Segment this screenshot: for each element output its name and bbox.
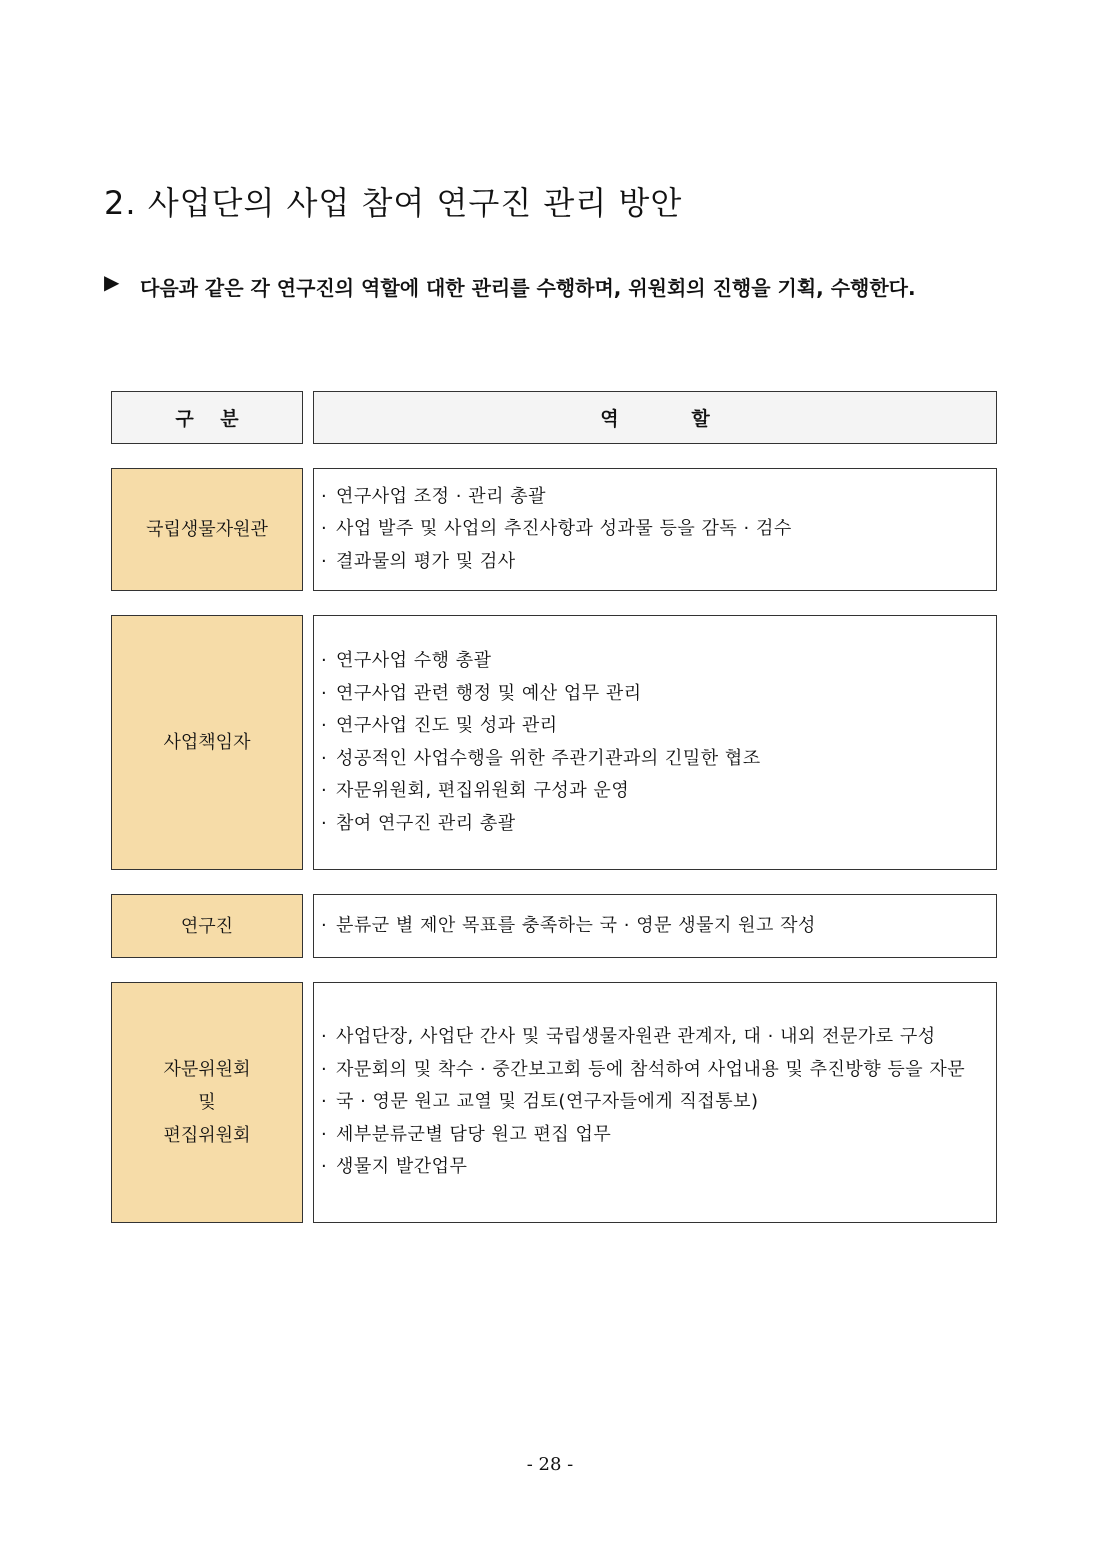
role-cell-project-manager [313, 615, 997, 870]
role-item: · 결과물의 평가 및 검사 [320, 546, 994, 579]
role-cell-researchers [313, 894, 997, 958]
role-list [320, 481, 994, 579]
intro-block [104, 268, 998, 308]
role-item: · 세부분류군별 담당 원고 편집 업무 [320, 1119, 994, 1152]
role-item: · 참여 연구진 관리 총괄 [320, 808, 994, 841]
category-line: 및 [198, 1092, 216, 1113]
role-item: · 성공적인 사업수행을 위한 주관기관과의 긴밀한 협조 [320, 743, 994, 776]
intro-paragraph: 다음과 같은 각 연구진의 역할에 대한 관리를 수행하며, 위원회의 진행을 기획, 수행한다. [140, 276, 916, 300]
role-list [320, 910, 994, 943]
role-item: · 국 · 영문 원고 교열 및 검토(연구자들에게 직접통보) [320, 1086, 994, 1119]
page-title: 2. 사업단의 사업 참여 연구진 관리 방안 [104, 184, 683, 222]
role-item: · 생물지 발간업무 [320, 1151, 994, 1184]
role-item: · 사업단장, 사업단 간사 및 국립생물자원관 관계자, 대 · 내외 전문가로 구성 [320, 1021, 994, 1054]
role-item: · 연구사업 진도 및 성과 관리 [320, 710, 994, 743]
triangle-bullet-icon: ▶ [104, 270, 120, 294]
role-item: · 자문위원회, 편집위원회 구성과 운영 [320, 775, 994, 808]
role-item: · 연구사업 관련 행정 및 예산 업무 관리 [320, 678, 994, 711]
category-line: 편집위원회 [163, 1125, 251, 1146]
category-cell-researchers: 연구진 [111, 894, 303, 958]
role-item: · 분류군 별 제안 목표를 충족하는 국 · 영문 생물지 원고 작성 [320, 910, 994, 943]
role-item: · 사업 발주 및 사업의 추진사항과 성과물 등을 감독 · 검수 [320, 513, 994, 546]
role-item: · 연구사업 조정 · 관리 총괄 [320, 481, 994, 514]
page-number: - 28 - [526, 1454, 574, 1475]
table-header-category: 구 분 [111, 391, 303, 444]
role-item: · 연구사업 수행 총괄 [320, 645, 994, 678]
role-list [320, 1021, 994, 1184]
category-cell-committees [111, 982, 303, 1223]
role-list [320, 645, 994, 840]
category-cell-nibr: 국립생물자원관 [111, 468, 303, 591]
category-line: 자문위원회 [163, 1059, 251, 1080]
table-header-role: 역 할 [313, 391, 997, 444]
role-cell-committees [313, 982, 997, 1223]
role-item: · 자문회의 및 착수 · 중간보고회 등에 참석하여 사업내용 및 추진방향 등을 자문 [320, 1054, 994, 1087]
role-cell-nibr [313, 468, 997, 591]
category-cell-project-manager: 사업책임자 [111, 615, 303, 870]
